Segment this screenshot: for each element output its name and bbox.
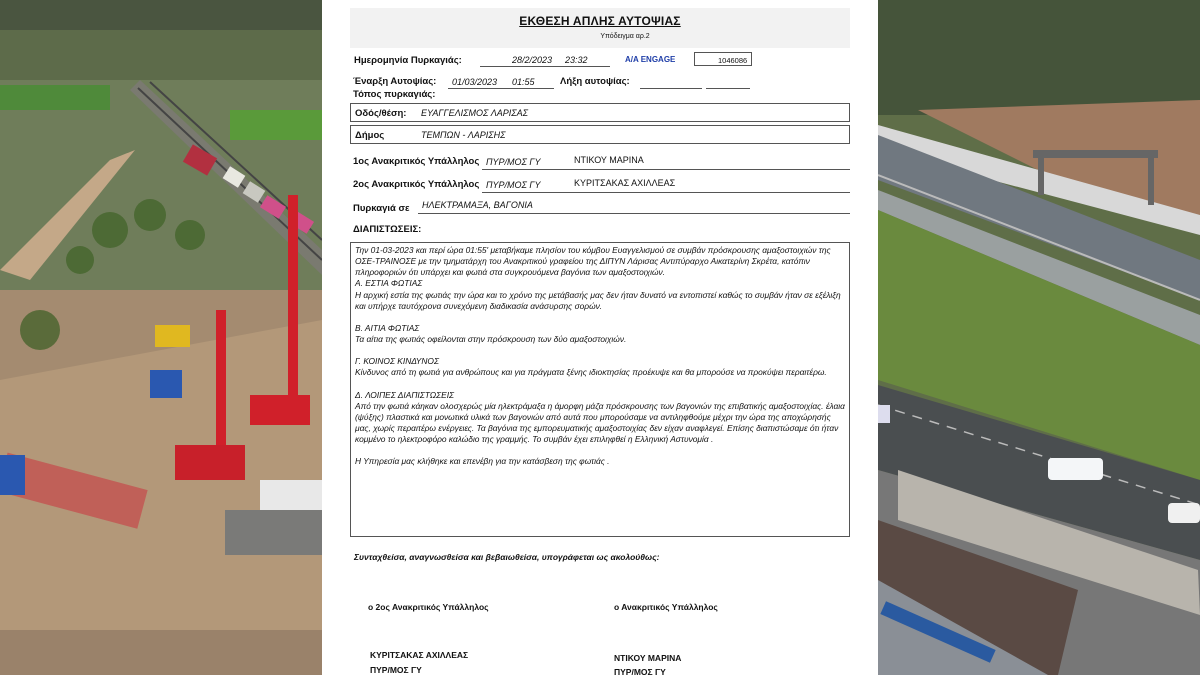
sig-right-role: ο Ανακριτικός Υπάλληλος: [614, 602, 718, 612]
report-title: ΕΚΘΕΣΗ ΑΠΛΗΣ ΑΥΤΟΨΙΑΣ: [519, 14, 681, 28]
section-a-title: Α. ΕΣΤΙΑ ΦΩΤΙΑΣ: [355, 278, 423, 289]
section-a-text: Η αρχική εστία της φωτιάς την ώρα και το χρόνο της μετάβασής μας δεν ήταν δυνατό να εντοπιστεί καθώς το συμβάν ήταν σε εξέλιξη και υπήρχε ταυτόχρονα συνεχόμενη διαδικασία ανάσυρσης σορών.: [355, 289, 841, 311]
officer2-rank: ΠΥΡ/ΜΟΣ ΓΥ: [486, 180, 541, 190]
closing-text: Η Υπηρεσία μας κλήθηκε και επενέβη για την κατάσβεση της φωτιάς .: [355, 456, 610, 467]
fire-in-value: ΗΛΕΚΤΡΑΜΑΞΑ, ΒΑΓΟΝΙΑ: [422, 200, 533, 210]
section-b-text: Τα αίτια της φωτιάς οφείλονται στην πρόσκρουση των δύο αμαξοστοιχιών.: [355, 334, 627, 345]
inspection-report-document: [322, 0, 878, 675]
fire-time-value: 23:32: [565, 55, 588, 65]
left-photo-crash-site: [0, 0, 322, 675]
sig-left-role: ο 2ος Ανακριτικός Υπάλληλος: [368, 602, 489, 612]
engage-label: A/A ENGAGE: [625, 55, 676, 64]
officer2-label: 2ος Ανακριτικός Υπάλληλος: [353, 179, 480, 190]
findings-text-box: [350, 242, 850, 537]
inspection-start-date: 01/03/2023: [452, 77, 498, 87]
fire-date-value: 28/2/2023: [512, 55, 553, 65]
municipality-field: [350, 125, 850, 144]
officer1-rank: ΠΥΡ/ΜΟΣ ΓΥ: [486, 157, 541, 167]
street-value: ΕΥΑΓΓΕΛΙΣΜΟΣ ΛΑΡΙΣΑΣ: [421, 108, 529, 118]
street-field: [350, 103, 850, 122]
sig-right-rank: ΠΥΡ/ΜΟΣ ΓΥ: [614, 667, 666, 675]
crash-site-scene: [0, 0, 322, 675]
inspection-end-label: Λήξη αυτοψίας:: [560, 76, 630, 87]
section-b-title: Β. ΑΙΤΙΑ ΦΩΤΙΑΣ: [355, 322, 420, 333]
officer1-label: 1ος Ανακριτικός Υπάλληλος: [353, 156, 480, 167]
sig-left-rank: ΠΥΡ/ΜΟΣ ΓΥ: [370, 665, 422, 675]
officer1-name: ΝΤΙΚΟΥ ΜΑΡΙΝΑ: [574, 155, 644, 165]
municipality-value: ΤΕΜΠΩΝ - ΛΑΡΙΣΗΣ: [421, 130, 506, 140]
report-subtitle: Υπόδειγμα αρ.2: [600, 33, 650, 40]
section-d-text: Από την φωτιά κάηκαν ολοσχερώς μία ηλεκτράμαξα η άμορφη μάζα πρόσκρουσης των βαγονιών της επιβατικής αμαξοστοιχίας. έλαια (ψύξης) πλαστικά και μονωτικά υλικά των βαγονιών από αυτά που μπορούσαμε να αντιληφθούμε μέχρι την ώρα της αποχώρησής μας, χωρίς περαιτέρω ενέργειες. Τα βαγόνια της εμπορευματικής αμαξοστοιχίας δεν είχαν αναφλεγεί. Επίσης διαπιστώσαμε ότι ήταν κομμένο το ηλεκτροφόρο καλώδιο της γραμμής. Το συμβάν έχει επιληφθεί η Ελληνική Αστυνομία .: [355, 400, 845, 445]
highway-scene: [878, 0, 1200, 675]
section-d-title: Δ. ΛΟΙΠΕΣ ΔΙΑΠΙΣΤΩΣΕΙΣ: [355, 389, 455, 400]
right-photo-highway-site: [878, 0, 1200, 675]
sig-left-name: ΚΥΡΙΤΣΑΚΑΣ ΑΧΙΛΛΕΑΣ: [370, 650, 469, 660]
signature-intro: Συνταχθείσα, αναγνωσθείσα και βεβαιωθείσα, υπογράφεται ως ακολούθως:: [354, 552, 660, 562]
inspection-start-label: Έναρξη Αυτοψίας:: [353, 76, 437, 87]
report-title-block: [350, 8, 850, 48]
sig-right-name: ΝΤΙΚΟΥ ΜΑΡΙΝΑ: [614, 653, 682, 663]
engage-number: 1046086: [718, 56, 748, 65]
fire-in-label: Πυρκαγιά σε: [353, 203, 410, 214]
inspection-start-time: 01:55: [512, 77, 535, 87]
findings-intro: Την 01-03-2023 και περί ώρα 01:55' μεταβήκαμε πλησίον του κόμβου Ευαγγελισμού σε συμβάν πρόσκρουσης αμαξοστοιχιών της ΟΣΕ-ΤΡΑΙΝΟΣΕ με την τμηματάρχη του Ανακριτικού γραφείου της ΔΙΠΥΝ Λάρισας Αντιπύραρχο Αικατερίνη Σκρέτα, κατόπιν πληροφοριών ότι υπάρχει και φωτιά στα συγκρουόμενα βαγόνια των αμαξοστοιχιών.: [355, 245, 831, 278]
findings-label: ΔΙΑΠΙΣΤΩΣΕΙΣ:: [353, 224, 422, 235]
section-c-title: Γ. ΚΟΙΝΟΣ ΚΙΝΔΥΝΟΣ: [355, 356, 439, 367]
officer2-name: ΚΥΡΙΤΣΑΚΑΣ ΑΧΙΛΛΕΑΣ: [574, 178, 676, 188]
section-c-text: Κίνδυνος από τη φωτιά για ανθρώπους και για πράγματα ξένης ιδιοκτησίας προέκυψε και θα μπορούσε να προκύψει περαιτέρω.: [355, 367, 827, 378]
fire-place-label: Τόπος πυρκαγιάς:: [353, 89, 436, 100]
municipality-label: Δήμος: [355, 130, 385, 141]
fire-date-label: Ημερομηνία Πυρκαγιάς:: [354, 55, 462, 66]
street-label: Οδός/θέση:: [355, 108, 407, 119]
